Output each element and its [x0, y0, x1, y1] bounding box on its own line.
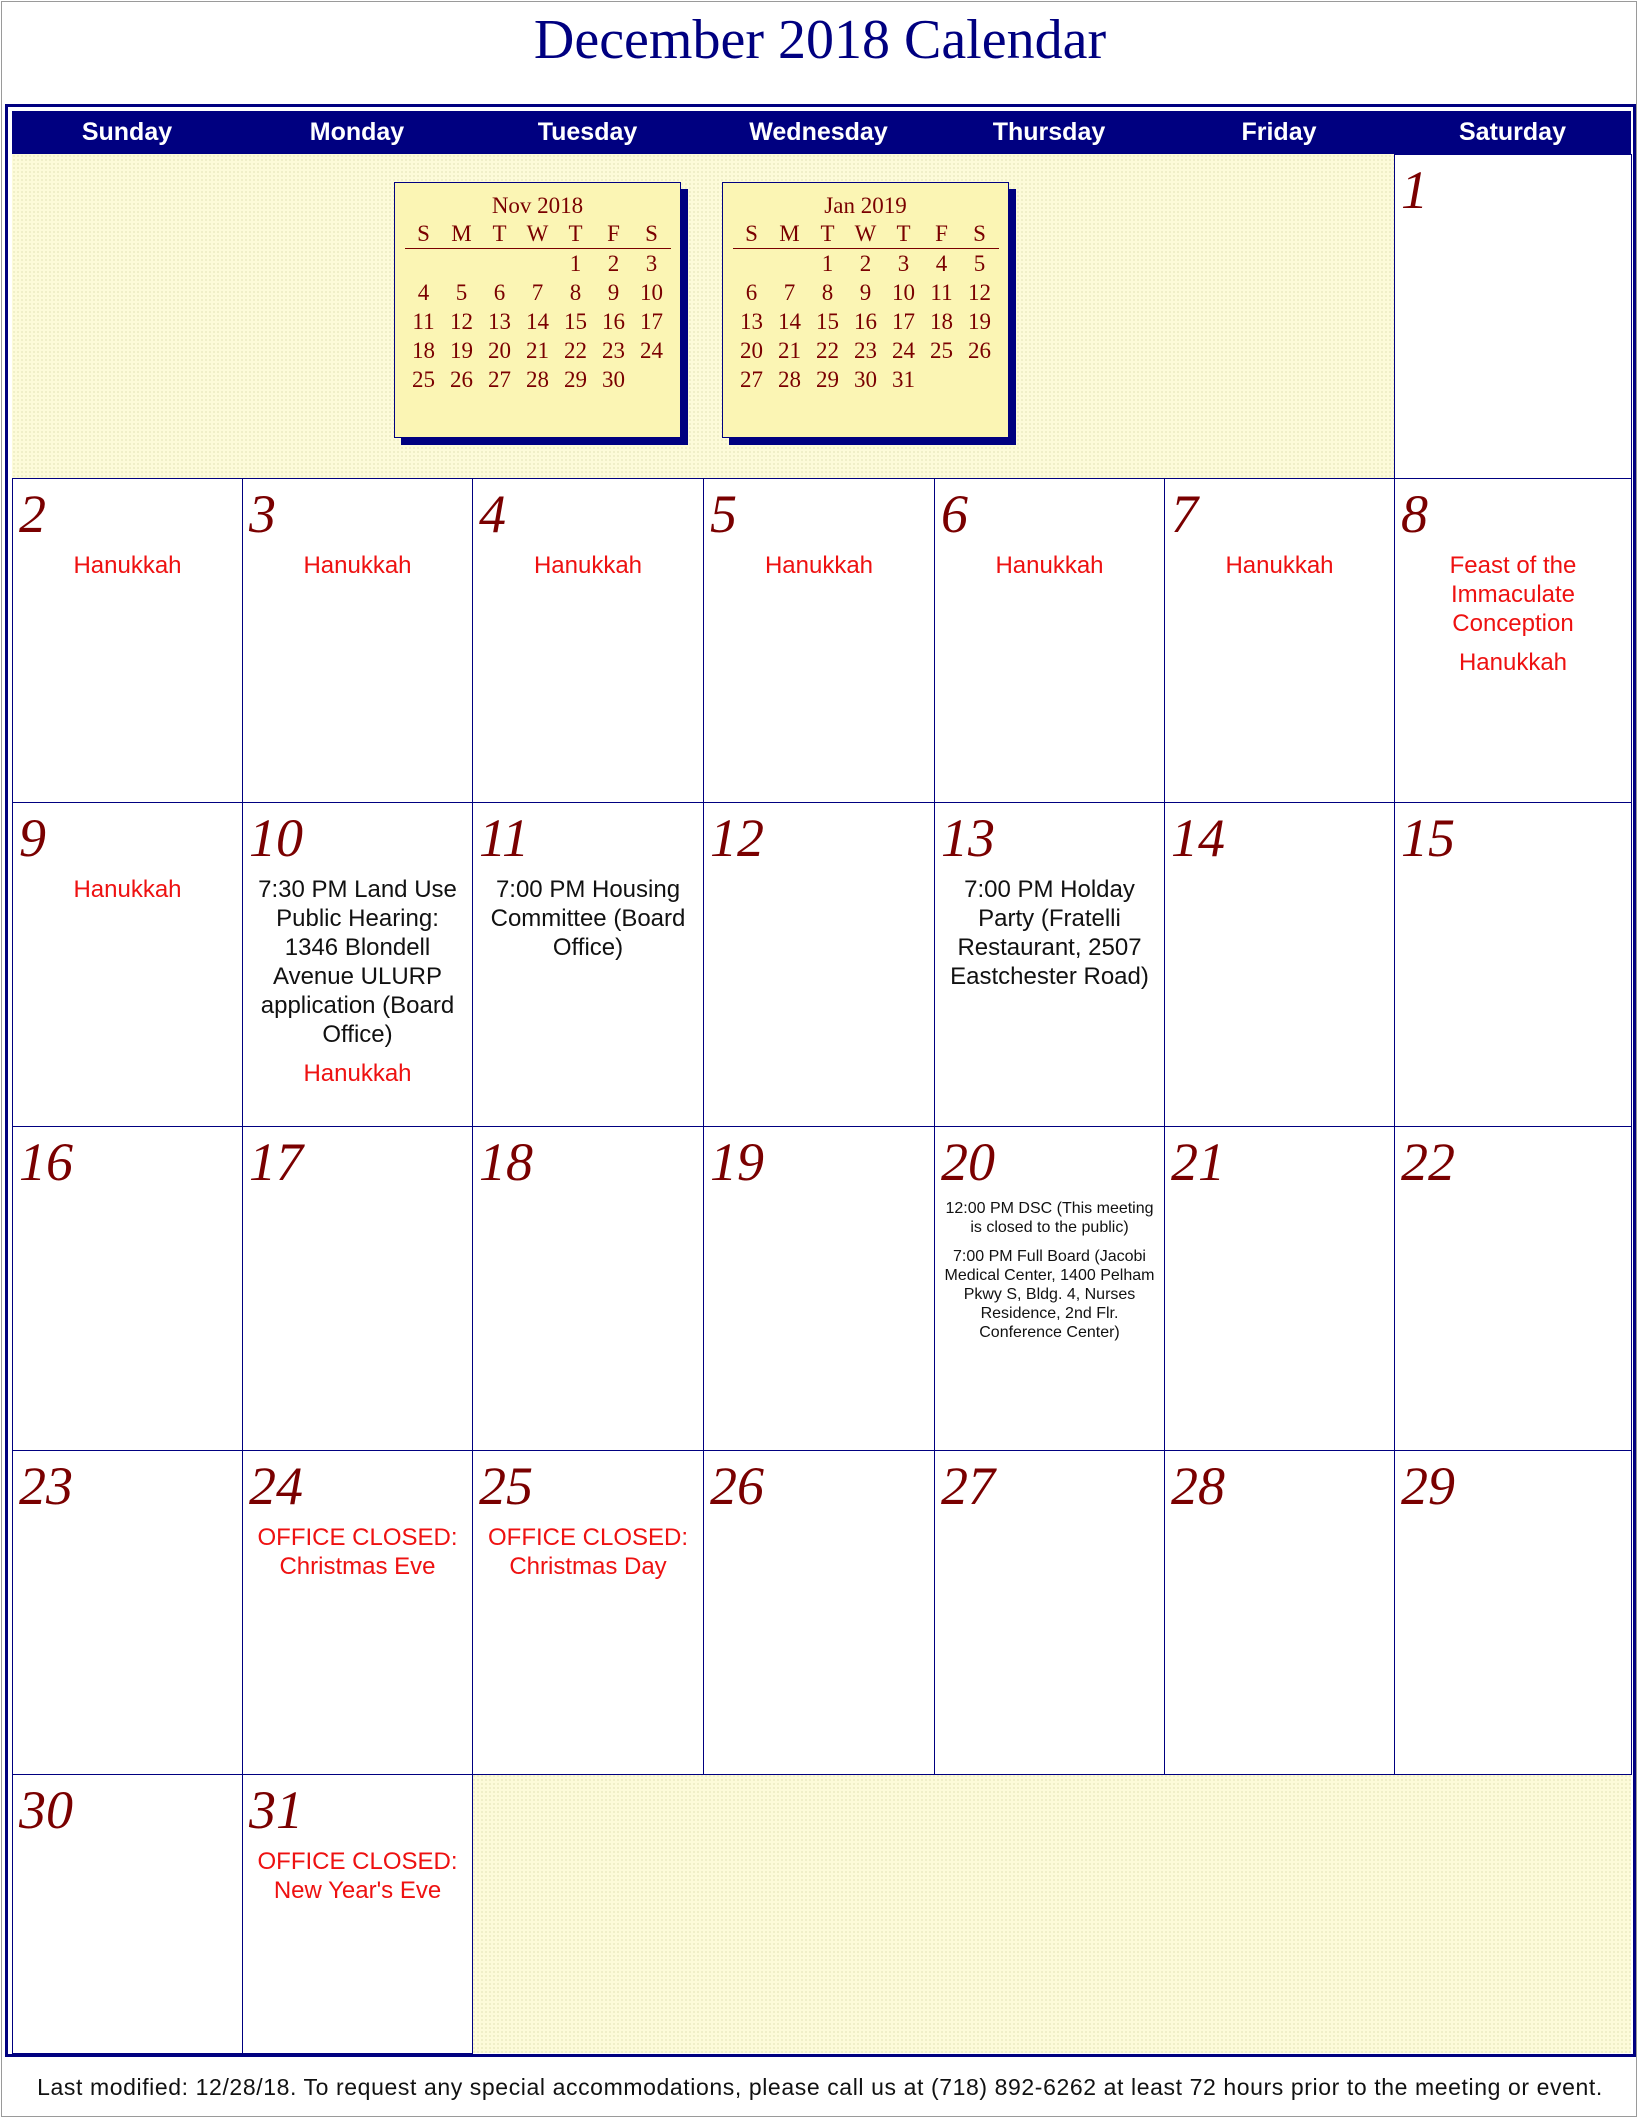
calendar-event: Hanukkah: [73, 876, 182, 903]
day-cell: [242, 1450, 473, 1775]
leading-empty-days: [12, 154, 1401, 478]
mini-day: 28: [778, 366, 801, 392]
mini-day: 17: [640, 308, 663, 334]
mini-day: 30: [602, 366, 625, 392]
day-number: 30: [19, 1780, 73, 1840]
mini-day: 4: [417, 279, 430, 305]
day-cell: [934, 478, 1165, 803]
day-cell: [1394, 154, 1632, 479]
weekday-1: Monday: [309, 118, 405, 146]
day-number: 26: [710, 1456, 764, 1516]
calendar-event: Hanukkah: [764, 552, 874, 579]
calendar-event: OFFICE CLOSED: Christmas Day: [487, 1524, 689, 1580]
mini-weekday: S: [733, 220, 771, 249]
mini-day: 13: [488, 308, 511, 334]
mini-calendar-grid: [405, 220, 671, 394]
day-cell: [703, 1450, 935, 1775]
mini-weekday: S: [961, 220, 999, 249]
mini-day: 27: [488, 366, 511, 392]
day-cell: [934, 1450, 1165, 1775]
mini-weekday: F: [923, 220, 961, 249]
day-number: 22: [1401, 1132, 1455, 1192]
mini-day: 2: [607, 250, 620, 276]
day-number: 7: [1171, 484, 1198, 544]
mini-day: 28: [526, 366, 549, 392]
mini-day: 14: [526, 308, 549, 334]
day-cell: [12, 1450, 243, 1775]
day-number: 4: [479, 484, 506, 544]
weekday-0: Sunday: [81, 118, 173, 146]
calendar-event: Hanukkah: [73, 552, 182, 579]
mini-day: 1: [569, 250, 582, 276]
day-cell: [934, 802, 1165, 1127]
mini-weekday: S: [633, 220, 671, 249]
mini-day: 13: [740, 308, 763, 334]
mini-day: 27: [740, 366, 763, 392]
day-events: [708, 551, 930, 590]
footer-note: Last modified: 12/28/18. To request any special accommodations, please call us at (718) 892-6262 at least 72 hours prior to the meeting or event.: [37, 2074, 1603, 2100]
mini-weekday: F: [595, 220, 633, 249]
mini-weekday: S: [405, 220, 443, 249]
mini-weekday: T: [885, 220, 923, 249]
day-cell: [1164, 1126, 1395, 1451]
day-number: 10: [249, 808, 303, 868]
day-cell: [1164, 478, 1395, 803]
day-cell: [1164, 802, 1395, 1127]
day-number: 17: [249, 1132, 303, 1192]
mini-day: 25: [930, 337, 953, 363]
mini-day: 15: [816, 308, 839, 334]
day-events: [247, 875, 468, 1098]
mini-day: 16: [854, 308, 877, 334]
day-events: [1399, 551, 1627, 687]
day-cell: [1394, 802, 1632, 1127]
calendar-event: Hanukkah: [533, 552, 643, 579]
day-events: [477, 875, 699, 972]
day-number: 19: [710, 1132, 764, 1192]
weekday-4: Thursday: [992, 118, 1106, 146]
day-cell: [242, 478, 473, 803]
day-number: 20: [941, 1132, 995, 1192]
day-events: [939, 1199, 1160, 1352]
calendar-event: Feast of the Immaculate Conception: [1449, 552, 1577, 637]
mini-day: 3: [645, 250, 658, 276]
page-title: December 2018 Calendar: [533, 9, 1107, 71]
mini-calendar: [722, 182, 1009, 438]
day-cell: [1394, 1450, 1632, 1775]
day-number: 11: [479, 808, 529, 868]
day-number: 14: [1171, 808, 1225, 868]
mini-day: 29: [564, 366, 587, 392]
mini-day: 17: [892, 308, 915, 334]
mini-day: 31: [892, 366, 915, 392]
calendar-event: 7:00 PM Holday Party (Fratelli Restaurant, 2507 Eastchester Road): [950, 876, 1149, 990]
mini-day: 11: [930, 279, 953, 305]
mini-day: 8: [569, 279, 582, 305]
day-number: 27: [941, 1456, 995, 1516]
day-number: 5: [710, 484, 737, 544]
day-number: 31: [249, 1780, 303, 1840]
month-calendar: [5, 104, 1636, 2057]
mini-day: 8: [821, 279, 834, 305]
mini-day: [405, 249, 443, 279]
mini-weekday: T: [809, 220, 847, 249]
mini-day: 25: [412, 366, 435, 392]
mini-day: 23: [602, 337, 625, 363]
day-cell: [12, 1774, 243, 2054]
weekday-header: [12, 111, 1631, 154]
mini-weekday: T: [557, 220, 595, 249]
day-cell: [472, 1450, 704, 1775]
day-events: [939, 551, 1160, 590]
weekday-6: Saturday: [1459, 118, 1566, 146]
mini-calendar-title: Jan 2019: [824, 193, 907, 218]
mini-day: [733, 249, 771, 279]
mini-day: [481, 249, 519, 279]
mini-day: 7: [531, 279, 544, 305]
mini-day: 30: [854, 366, 877, 392]
day-events: [17, 551, 238, 590]
day-cell: [12, 1126, 243, 1451]
day-number: 28: [1171, 1456, 1225, 1516]
mini-day: 20: [488, 337, 511, 363]
calendar-event: Hanukkah: [1225, 552, 1334, 579]
day-number: 3: [249, 484, 276, 544]
mini-day: 21: [778, 337, 801, 363]
mini-day: [923, 365, 961, 394]
mini-day: 22: [816, 337, 839, 363]
mini-day: 16: [602, 308, 625, 334]
mini-day: 23: [854, 337, 877, 363]
mini-calendar-grid: [733, 220, 999, 394]
mini-day: 22: [564, 337, 587, 363]
mini-day: [633, 365, 671, 394]
mini-calendar-title: Nov 2018: [491, 193, 584, 218]
mini-day: 19: [450, 337, 473, 363]
weekday-2: Tuesday: [537, 118, 638, 146]
day-cell: [1164, 1450, 1395, 1775]
day-cell: [1394, 478, 1632, 803]
day-events: [17, 875, 238, 914]
mini-day: 20: [740, 337, 763, 363]
weekday-5: Friday: [1241, 118, 1317, 146]
mini-day: 26: [968, 337, 991, 363]
calendar-event: 12:00 PM DSC (This meeting is closed to the public): [945, 1200, 1154, 1236]
day-cell: [1394, 1126, 1632, 1451]
mini-day: 29: [816, 366, 839, 392]
mini-day: 3: [897, 250, 910, 276]
day-cell: [703, 478, 935, 803]
day-cell: [703, 1126, 935, 1451]
day-events: [477, 551, 699, 590]
day-cell: [934, 1126, 1165, 1451]
day-number: 1: [1401, 160, 1428, 220]
day-number: 9: [19, 808, 46, 868]
day-number: 6: [941, 484, 968, 544]
mini-day: 9: [859, 279, 872, 305]
day-number: 24: [249, 1456, 303, 1516]
mini-weekday: W: [519, 220, 557, 249]
mini-day: 6: [493, 279, 506, 305]
mini-day: 21: [526, 337, 549, 363]
mini-day: 7: [783, 279, 796, 305]
day-cell: [242, 1126, 473, 1451]
day-cell: [12, 478, 243, 803]
day-number: 29: [1401, 1456, 1455, 1516]
day-events: [247, 1847, 468, 1915]
calendar-event: Hanukkah: [1458, 649, 1568, 676]
day-events: [939, 875, 1160, 1001]
day-number: 2: [19, 484, 46, 544]
mini-day: 14: [778, 308, 801, 334]
mini-day: 26: [450, 366, 473, 392]
weekday-3: Wednesday: [749, 118, 888, 146]
mini-day: [519, 249, 557, 279]
mini-day: 18: [930, 308, 953, 334]
mini-day: 1: [821, 250, 834, 276]
mini-weekday: W: [847, 220, 885, 249]
day-cell: [472, 802, 704, 1127]
day-number: 8: [1401, 484, 1428, 544]
mini-weekday: M: [771, 220, 809, 249]
day-number: 23: [19, 1456, 73, 1516]
mini-day: 4: [935, 250, 948, 276]
day-events: [477, 1523, 699, 1591]
mini-day: 10: [640, 279, 663, 305]
day-number: 16: [19, 1132, 73, 1192]
calendar-event: Hanukkah: [303, 552, 412, 579]
day-cell: [472, 1126, 704, 1451]
mini-day: 10: [892, 279, 915, 305]
mini-day: [961, 365, 999, 394]
mini-weekday: M: [443, 220, 481, 249]
mini-weekday: T: [481, 220, 519, 249]
trailing-empty-days: [472, 1774, 1631, 2053]
day-events: [247, 551, 468, 590]
mini-calendar: [394, 182, 681, 438]
mini-day: 9: [607, 279, 620, 305]
day-number: 21: [1171, 1132, 1225, 1192]
calendar-event: 7:00 PM Housing Committee (Board Office): [490, 876, 686, 961]
day-events: [1169, 551, 1390, 590]
day-number: 12: [710, 808, 764, 868]
mini-day: 5: [455, 279, 468, 305]
calendar-event: Hanukkah: [995, 552, 1104, 579]
calendar-event: OFFICE CLOSED: New Year's Eve: [257, 1848, 458, 1904]
day-cell: [242, 1774, 473, 2054]
day-number: 25: [479, 1456, 533, 1516]
day-cell: [12, 802, 243, 1127]
mini-day: [771, 249, 809, 279]
mini-day: 12: [968, 279, 991, 305]
mini-day: 18: [412, 337, 435, 363]
day-number: 18: [479, 1132, 533, 1192]
mini-day: 6: [745, 279, 758, 305]
day-cell: [242, 802, 473, 1127]
mini-day: 15: [564, 308, 587, 334]
day-cell: [703, 802, 935, 1127]
day-number: 13: [941, 808, 995, 868]
mini-day: 24: [640, 337, 663, 363]
mini-day: 24: [892, 337, 915, 363]
day-cell: [472, 478, 704, 803]
mini-day: [443, 249, 481, 279]
mini-day: 19: [968, 308, 991, 334]
mini-day: 11: [412, 308, 435, 334]
day-events: [247, 1523, 468, 1591]
mini-day: 12: [450, 308, 473, 334]
mini-day: 2: [859, 250, 872, 276]
day-number: 15: [1401, 808, 1455, 868]
calendar-event: 7:30 PM Land Use Public Hearing: 1346 Blondell Avenue ULURP application (Board Office): [258, 876, 457, 1048]
mini-day: 5: [973, 250, 986, 276]
calendar-event: OFFICE CLOSED: Christmas Eve: [257, 1524, 458, 1580]
calendar-event: Hanukkah: [303, 1060, 412, 1087]
calendar-event: 7:00 PM Full Board (Jacobi Medical Center, 1400 Pelham Pkwy S, Bldg. 4, Nurses Residence, 2nd Flr. Conference Center): [944, 1248, 1155, 1341]
